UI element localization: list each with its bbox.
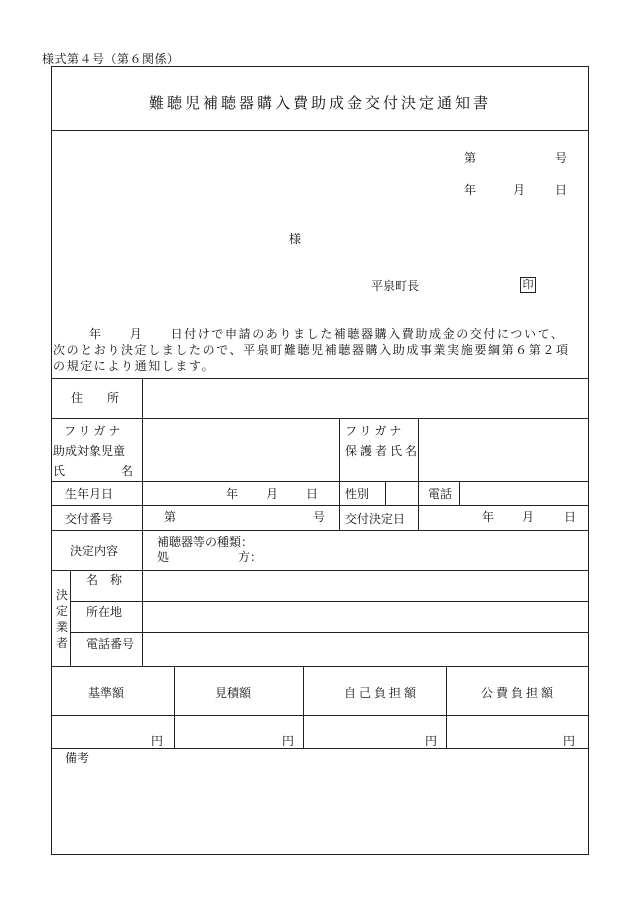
birth-month: 月 xyxy=(266,487,279,501)
guardian-name-label: 保護者氏名 xyxy=(345,444,421,458)
child-name-label: 助成対象児童 xyxy=(53,444,126,458)
self-pay-yen: 円 xyxy=(425,734,438,748)
col-guardian-divider xyxy=(339,418,340,530)
device-type-label: 補聴器等の種類： xyxy=(157,535,254,549)
decision-day: 日 xyxy=(564,510,577,524)
form-frame xyxy=(51,66,589,855)
child-furigana-label: フリガナ xyxy=(64,424,124,438)
rule-header-bottom xyxy=(51,378,589,379)
col-guardian-value xyxy=(418,418,419,530)
rule-grantno-bottom xyxy=(51,530,589,531)
document-title: 難聴児補聴器購入費助成金交付決定通知書 xyxy=(148,94,491,112)
rule-vendor-2 xyxy=(70,632,589,633)
sex-label: 性別 xyxy=(345,487,370,501)
vendor-label-2: 定 xyxy=(56,604,69,618)
rule-amount-bottom xyxy=(51,748,589,749)
decision-content-label: 決定内容 xyxy=(70,544,119,558)
col-phone-value xyxy=(459,481,460,505)
decision-year: 年 xyxy=(482,510,495,524)
col-amount-2 xyxy=(303,666,304,748)
doc-no-suffix: 号 xyxy=(555,151,568,165)
self-pay-header: 自己負担額 xyxy=(344,686,420,700)
grant-no-prefix: 第 xyxy=(164,510,177,524)
body-line-3: の規定により通知します。 xyxy=(53,359,216,373)
doc-no-prefix: 第 xyxy=(464,151,477,165)
col-sex-value xyxy=(385,481,386,505)
birth-day: 日 xyxy=(306,487,319,501)
rule-address-bottom xyxy=(51,418,589,419)
rule-title-bottom xyxy=(51,130,589,131)
grant-no-label: 交付番号 xyxy=(65,512,114,526)
phone-label: 電話 xyxy=(428,487,453,501)
decision-date-label: 交付決定日 xyxy=(345,512,406,526)
estimate-header: 見積額 xyxy=(215,686,252,700)
rule-vendor-bottom xyxy=(51,666,589,667)
rule-birth-bottom xyxy=(51,505,589,506)
grant-no-suffix: 号 xyxy=(313,510,326,524)
col-label-divider xyxy=(142,378,143,666)
address-label: 住 所 xyxy=(71,391,120,405)
vendor-label-1: 決 xyxy=(56,588,69,602)
decision-month: 月 xyxy=(522,510,535,524)
rule-content-bottom xyxy=(51,570,589,571)
date-year: 年 xyxy=(464,183,477,197)
base-amount-header: 基準額 xyxy=(88,686,125,700)
body-line-1: 年 月 日付けで申請のありました補聴器購入費助成金の交付について、 xyxy=(89,327,565,341)
public-pay-header: 公費負担額 xyxy=(481,686,557,700)
child-name-label-b: 名 xyxy=(121,464,134,478)
remarks-label: 備考 xyxy=(65,751,90,765)
birthdate-label: 生年月日 xyxy=(65,487,114,501)
date-day: 日 xyxy=(555,183,568,197)
base-amount-yen: 円 xyxy=(151,734,164,748)
date-month: 月 xyxy=(513,183,526,197)
body-line-2: 次のとおり決定しましたので、平泉町難聴児補聴器購入助成事業実施要綱第６第２項 xyxy=(53,343,570,357)
form-number: 様式第４号（第６関係） xyxy=(42,52,180,66)
vendor-name-label: 名 称 xyxy=(86,573,123,587)
rule-vendor-1 xyxy=(70,601,589,602)
guardian-furigana-label: フリガナ xyxy=(345,424,405,438)
col-amount-1 xyxy=(174,666,175,748)
birth-year: 年 xyxy=(226,487,239,501)
addressee-suffix: 様 xyxy=(289,232,302,246)
public-pay-yen: 円 xyxy=(563,734,576,748)
body-paragraph xyxy=(53,326,587,374)
prescription-label-b: 方： xyxy=(238,550,263,564)
rule-amount-header xyxy=(51,715,589,716)
estimate-yen: 円 xyxy=(282,734,295,748)
seal-mark: 印 xyxy=(520,277,536,293)
col-vendor-label xyxy=(70,570,71,666)
vendor-address-label: 所在地 xyxy=(86,605,123,619)
issuer-title: 平泉町長 xyxy=(371,279,420,293)
vendor-label-3: 業 xyxy=(56,620,69,634)
prescription-label-a: 処 xyxy=(157,550,170,564)
child-name-label-a: 氏 xyxy=(53,464,66,478)
rule-name-bottom xyxy=(51,481,589,482)
vendor-label-4: 者 xyxy=(56,636,69,650)
vendor-phone-label: 電話番号 xyxy=(86,637,135,651)
col-amount-3 xyxy=(446,666,447,748)
